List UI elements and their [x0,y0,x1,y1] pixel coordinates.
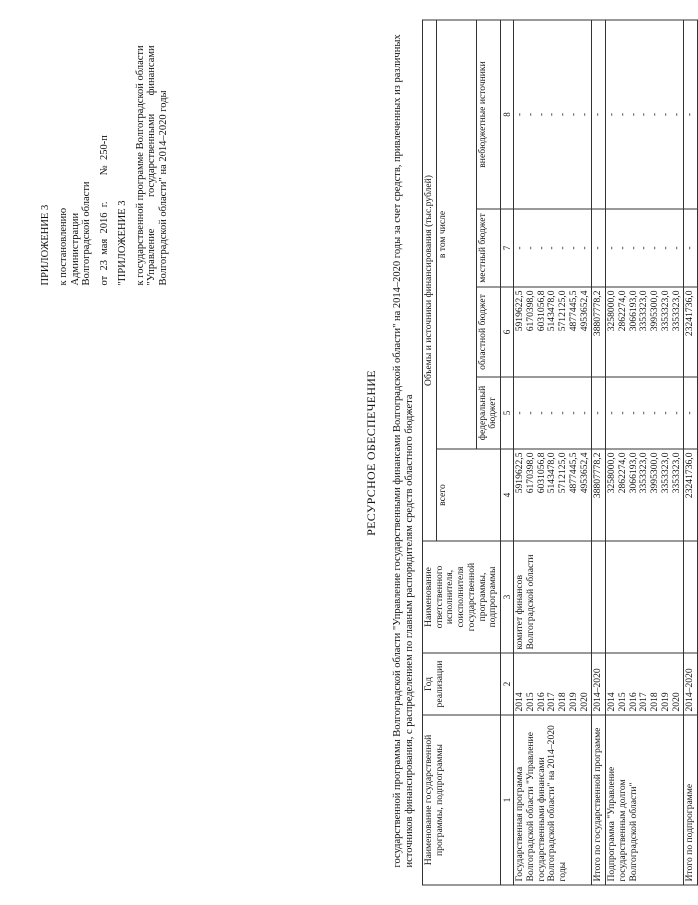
header-federal: федеральный бюджет [476,377,500,449]
column-number: 5 [501,377,514,449]
subprogram-total-regional: 23241736,0 [684,287,698,377]
program-total: 5919622,5 6170398,0 6031056,8 5143478,0 5712125,0 4877445,5 4953652,4 [514,449,592,541]
program-total-offbudget: - [592,19,606,208]
appendix-quoted-label: "ПРИЛОЖЕНИЕ 3 [116,199,128,285]
subprogram-total-federal: - [684,377,698,449]
subprogram-years: 2014 2015 2016 2017 2018 2019 2020 [606,653,684,715]
header-in-that: в том числе [436,19,476,448]
resolution-line-1: к постановлению [57,207,69,285]
subprogram-total-years: 2014–2020 [684,653,698,715]
program-ref-line-1: к государственной программе Волгоградской области [134,44,146,285]
column-number: 6 [501,287,514,377]
program-ref-line-2: "Управление государственными финансами [146,44,158,285]
program-total-years: 2014–2020 [592,653,606,715]
program-offbudget: - - - - - - - [514,19,592,208]
table-row-subprogram-total [684,19,698,884]
program-ref-line-3: Волгоградской области" на 2014–2020 годы [158,89,169,285]
column-number: 2 [501,653,514,715]
header-local: местный бюджет [476,209,500,287]
program-federal: - - - - - - - [514,377,592,449]
subprogram-offbudget: - - - - - - - [606,19,684,208]
table-row-subprogram [606,19,684,884]
program-name: Государственная программа Волгоградской области "Управление государственными финансами Волгоградской области" на 2014–2020 годы [514,715,592,885]
resolution-line-3: Волгоградской области [81,180,93,285]
resource-table [422,19,698,885]
subprogram-total-local: - [684,209,698,287]
column-number: 8 [501,19,514,208]
subprogram-total-sum: 23241736,0 [684,449,698,541]
column-number: 4 [501,449,514,541]
program-local: - - - - - - - [514,209,592,287]
program-regional: 5919622,5 6170398,0 6031056,8 5143478,0 5712125,0 4877445,5 4953652,4 [514,287,592,377]
program-total-federal: - [592,377,606,449]
header-offbudget: внебюджетные источники [476,19,500,208]
resolution-date: от 23 мая 2016 г. № 250-п [99,134,110,285]
column-number: 1 [501,715,514,885]
subprogram-local: - - - - - - - [606,209,684,287]
appendix-header [40,15,170,285]
program-total-local: - [592,209,606,287]
document-title: РЕСУРСНОЕ ОБЕСПЕЧЕНИЕ [364,369,378,536]
table-row-program [514,19,592,884]
resolution-line-2: Администрации [69,212,81,285]
subprogram-total: 3258000,0 2862274,0 3066193,0 3353323,0 3995300,0 3353323,0 3353323,0 [606,449,684,541]
appendix-label: ПРИЛОЖЕНИЕ 3 [40,204,51,285]
program-years: 2014 2015 2016 2017 2018 2019 2020 [514,653,592,715]
header-volumes: Объемы и источники финансирования (тыс.рублей) [423,19,437,540]
subprogram-total-label: Итого по подпрограмме [684,715,698,885]
program-total-label: Итого по государственной программе [592,715,606,885]
subprogram-name: Подпрограмма "Управление государственным долгом Волгоградской области" [606,715,684,885]
header-executor: Наименование ответственного исполнителя, соисполнителя государственной программы, подпрограммы [423,541,501,653]
header-year: Год реализации [423,653,501,715]
program-total-sum: 38807778,2 [592,449,606,541]
subprogram-regional: 3258000,0 2862274,0 3066193,0 3353323,0 3995300,0 3353323,0 3353323,0 [606,287,684,377]
table-row-program-total [592,19,606,884]
document-subtitle: государственной программы Волгоградской области "Управление государственными финансами Волгоградской области" на 2014–2020 годы за счет средств, привлеченных из различных источников финансирования, с распределением по главным распорядителям средств областного бюджета [392,33,415,867]
subprogram-federal: - - - - - - - [606,377,684,449]
subprogram-total-offbudget: - [684,19,698,208]
program-total-regional: 38807778,2 [592,287,606,377]
column-number: 7 [501,209,514,287]
program-executor: комитет финансов Волгоградской области [514,541,592,653]
header-regional: областной бюджет [476,287,500,377]
column-number: 3 [501,541,514,653]
header-program-name: Наименование государственной программы, подпрограммы [423,715,501,885]
header-total: всего [436,449,500,541]
